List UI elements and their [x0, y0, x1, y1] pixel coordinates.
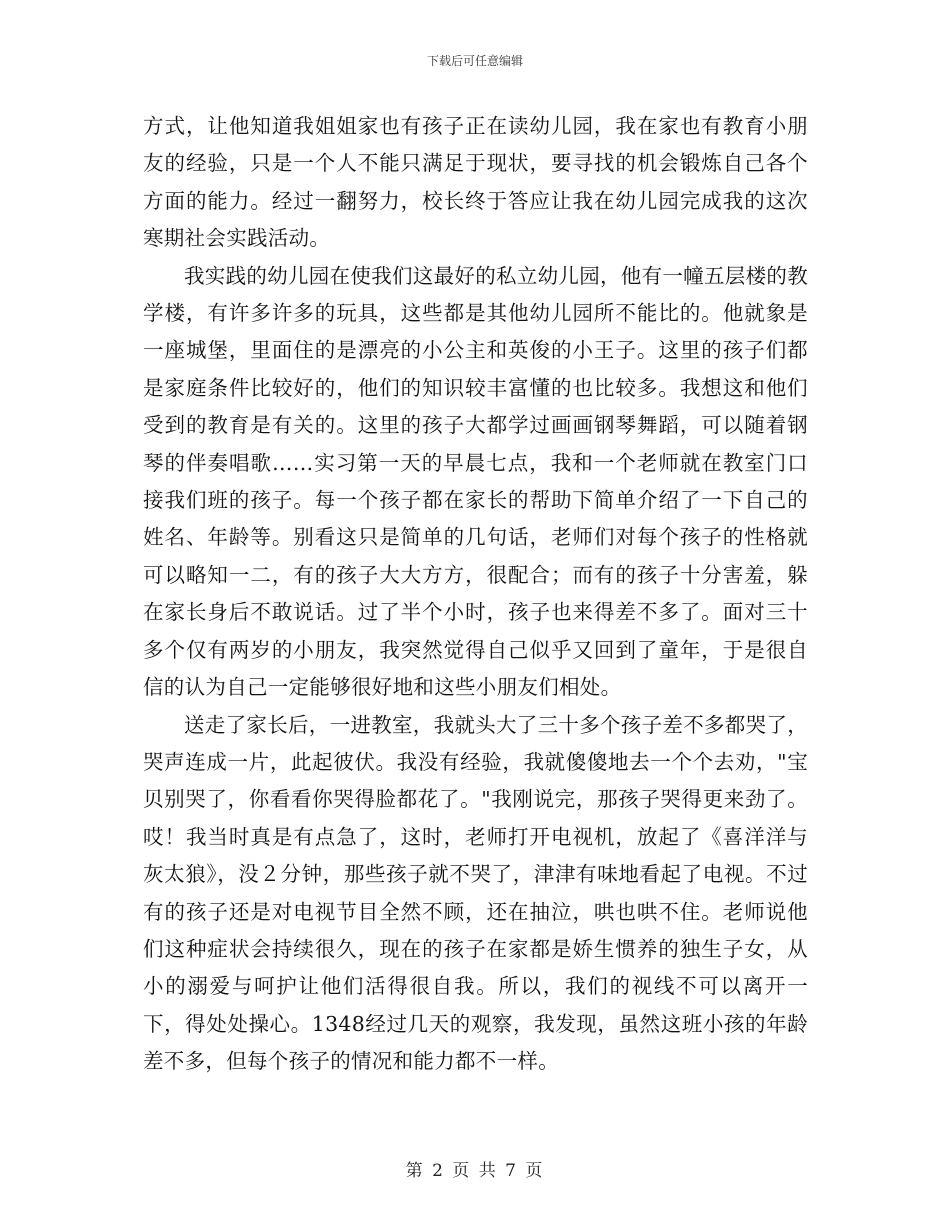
paragraph-3: 送走了家长后，一进教室，我就头大了三十多个孩子差不多都哭了，哭声连成一片，此起彼伏。我没有经验，我就傻傻地去一个个去劝，"宝贝别哭了，你看看你哭得脸都花了。"我刚说完，那孩子哭得更来劲了。哎！我当时真是有点急了，这时，老师打开电视机，放起了《喜洋洋与灰太狼》，没２分钟，那些孩子就不哭了，津津有味地看起了电视。不过有的孩子还是对电视节目全然不顾，还在抽泣，哄也哄不住。老师说他们这种症状会持续很久，现在的孩子在家都是娇生惯养的独生子女，从小的溺爱与呵护让他们活得很自我。所以，我们的视线不可以离开一下，得处处操心。1348经过几天的观察，我发现，虽然这班小孩的年龄差不多，但每个孩子的情况和能力都不一样。 — [143, 712, 808, 1074]
paragraph-1: 方式，让他知道我姐姐家也有孩子正在读幼儿园，我在家也有教育小朋友的经验，只是一个人不能只满足于现状，要寻找的机会锻炼自己各个方面的能力。经过一翻努力，校长终于答应让我在幼儿园完成我的这次寒期社会实践活动。 — [143, 114, 808, 251]
document-body — [143, 108, 808, 1081]
paragraph-2: 我实践的幼儿园在使我们这最好的私立幼儿园，他有一幢五层楼的教学楼，有许多许多的玩具，这些都是其他幼儿园所不能比的。他就象是一座城堡，里面住的是漂亮的小公主和英俊的小王子。这里的孩子们都是家庭条件比较好的，他们的知识较丰富懂的也比较多。我想这和他们受到的教育是有关的。这里的孩子大都学过画画钢琴舞蹈，可以随着钢琴的伴奏唱歌……实习第一天的早晨七点，我和一个老师就在教室门口接我们班的孩子。每一个孩子都在家长的帮助下简单介绍了一下自己的姓名、年龄等。别看这只是简单的几句话，老师们对每个孩子的性格就可以略知一二，有的孩子大大方方，很配合；而有的孩子十分害羞，躲在家长身后不敢说话。过了半个小时，孩子也来得差不多了。面对三十多个仅有两岁的小朋友，我突然觉得自己似乎又回到了童年，于是很自信的认为自己一定能够很好地和这些小朋友们相处。 — [143, 263, 808, 700]
page-header-note: 下载后可任意编辑 — [426, 54, 523, 68]
page-number-footer: 第 2 页 共 7 页 — [405, 1161, 545, 1181]
